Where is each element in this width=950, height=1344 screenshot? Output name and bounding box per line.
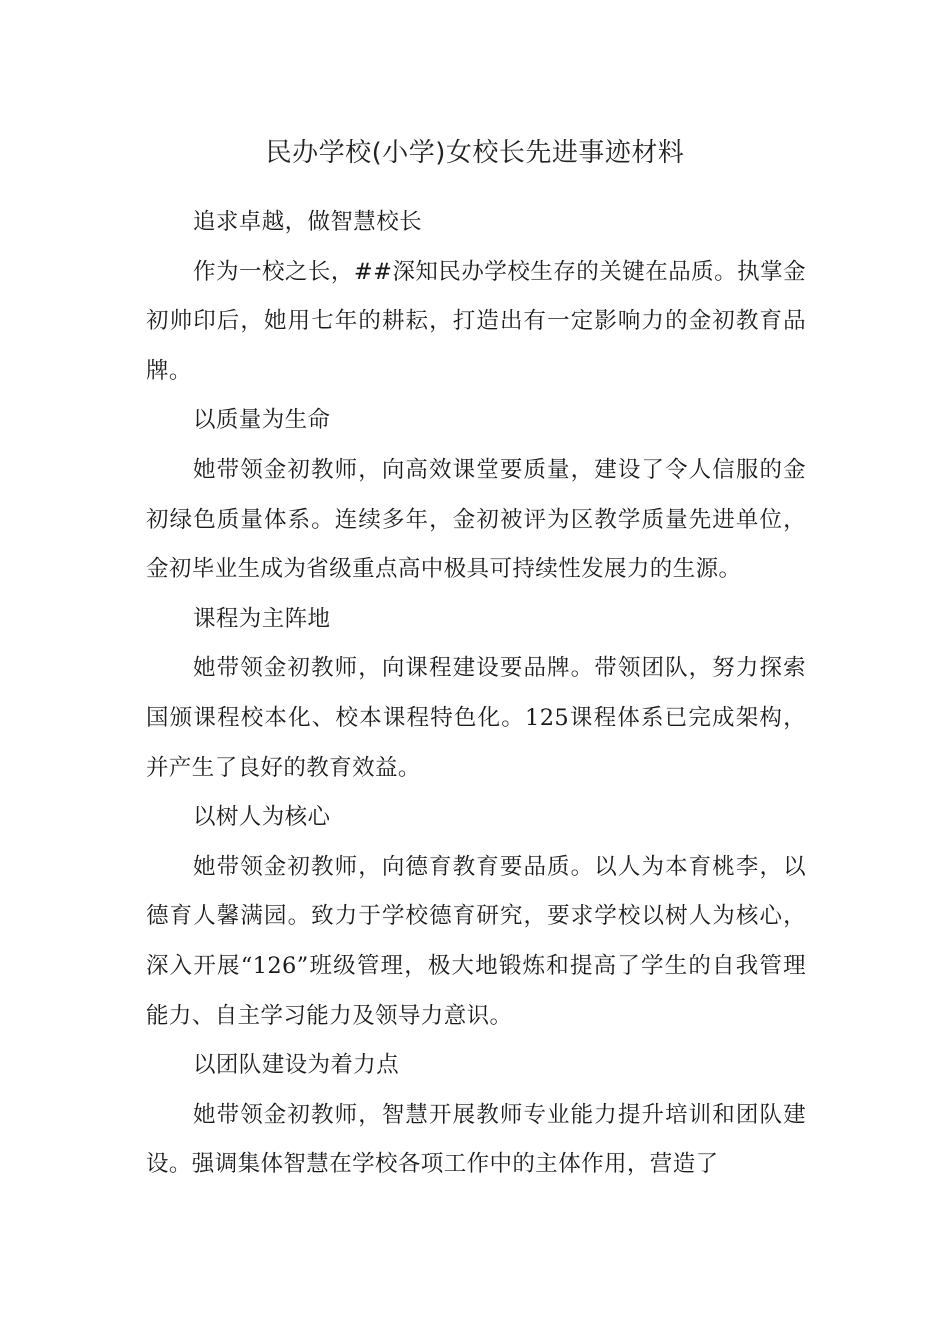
paragraph: 她带领金初教师，向德育教育要品质。以人为本育桃李，以德育人馨满园。致力于学校德育研究，要求学校以树人为核心，深入开展“126”班级管理，极大地锻炼和提高了学生的自我管理能力、自主学习能力及领导力意识。 [146, 853, 806, 1029]
section-heading: 以团队建设为着力点 [193, 1052, 400, 1079]
document-body [146, 198, 806, 1190]
paragraph: 她带领金初教师，向课程建设要品牌。带领团队，努力探索国颁课程校本化、校本课程特色化。125课程体系已完成架构，并产生了良好的教育效益。 [146, 655, 806, 781]
paragraph: 她带领金初教师，智慧开展教师专业能力提升培训和团队建设。强调集体智慧在学校各项工作中的主体作用，营造了 [146, 1101, 806, 1178]
document-title: 民办学校(小学)女校长先进事迹材料 [265, 138, 685, 168]
section-heading: 课程为主阵地 [193, 605, 331, 632]
section-heading: 以质量为生命 [193, 407, 331, 434]
paragraph: 她带领金初教师，向高效课堂要质量，建设了令人信服的金初绿色质量体系。连续多年，金初被评为区教学质量先进单位，金初毕业生成为省级重点高中极具可持续性发展力的生源。 [146, 456, 806, 583]
paragraph: 作为一校之长，##深知民办学校生存的关键在品质。执掌金初帅印后，她用七年的耕耘，打造出有一定影响力的金初教育品牌。 [146, 258, 806, 384]
section-heading: 追求卓越，做智慧校长 [193, 209, 423, 235]
section-heading: 以树人为核心 [193, 804, 331, 831]
